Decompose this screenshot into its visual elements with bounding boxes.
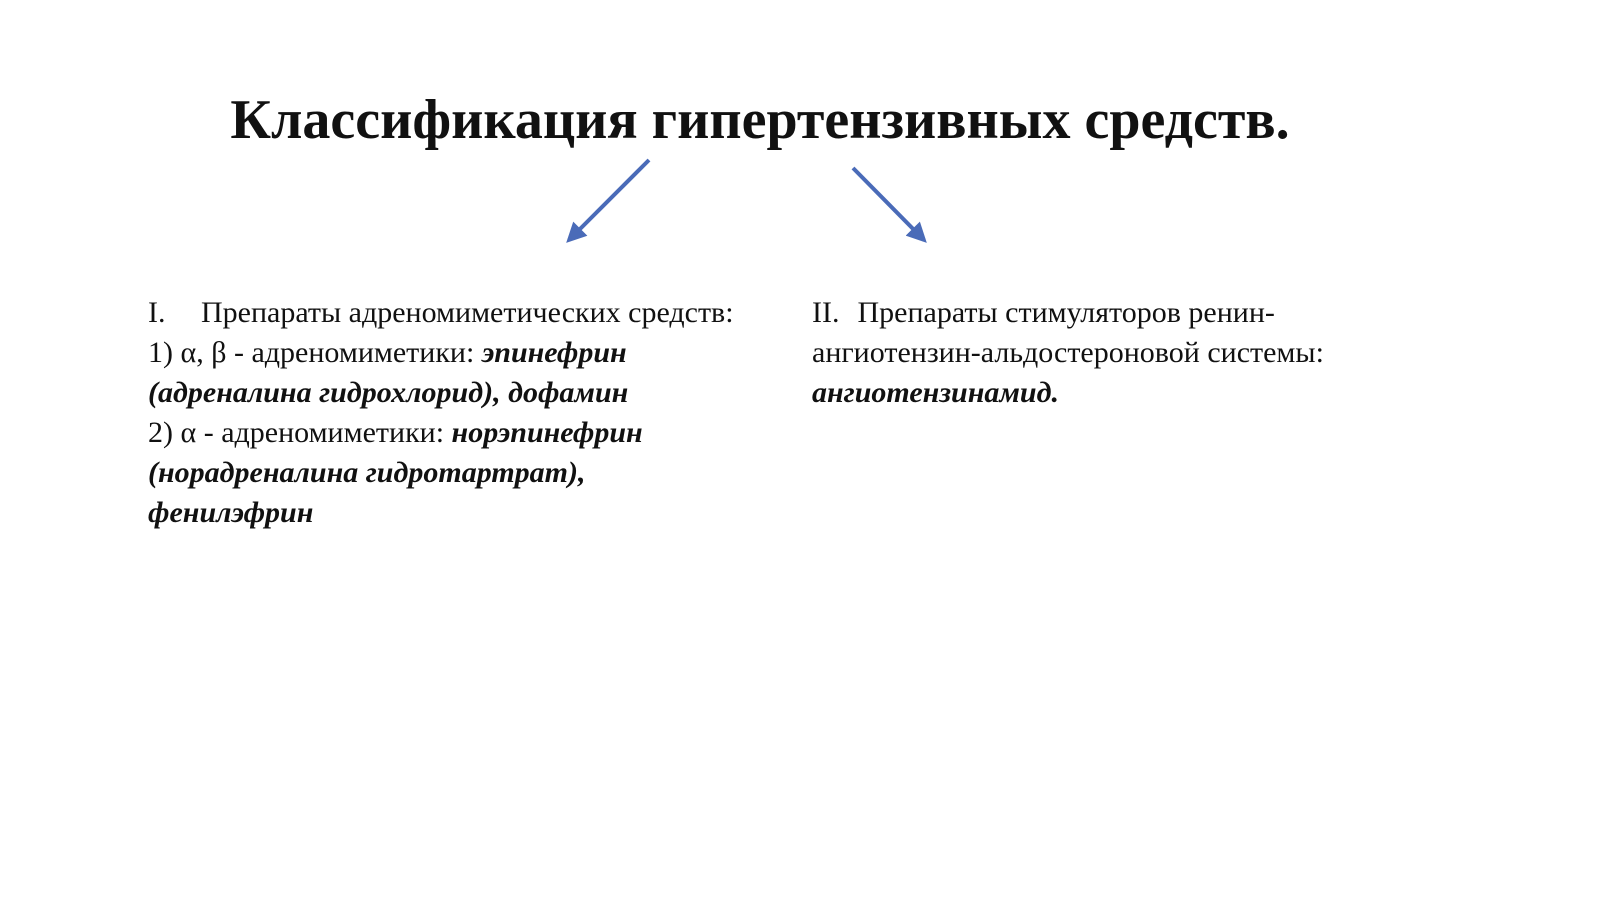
item1-drugs: эпинефрин (адреналина гидрохлорид), дофамин bbox=[148, 336, 629, 409]
right-column bbox=[812, 293, 1372, 413]
right-heading-text: Препараты стимуляторов ренин-ангиотензин-альдостероновой системы: bbox=[812, 296, 1324, 369]
left-heading bbox=[148, 293, 748, 333]
item2-drugs: норэпинефрин (норадреналина гидротартрат), фенилэфрин bbox=[148, 416, 643, 529]
slide-title: Классификация гипертензивных средств. bbox=[230, 89, 1290, 151]
list-item-1 bbox=[148, 333, 748, 413]
left-column bbox=[148, 293, 748, 533]
arrow-right-icon bbox=[853, 168, 924, 240]
arrow-left-icon bbox=[569, 160, 649, 240]
left-heading-text: Препараты адреномиметических средств: bbox=[201, 296, 734, 329]
item2-prefix: 2) α - адреномиметики: bbox=[148, 416, 452, 449]
item1-prefix: 1) α, β - адреномиметики: bbox=[148, 336, 482, 369]
right-numeral: II. bbox=[812, 296, 840, 329]
list-item-2 bbox=[148, 413, 748, 533]
right-drug: ангиотензинамид. bbox=[812, 376, 1059, 409]
left-numeral: I. bbox=[148, 296, 166, 329]
